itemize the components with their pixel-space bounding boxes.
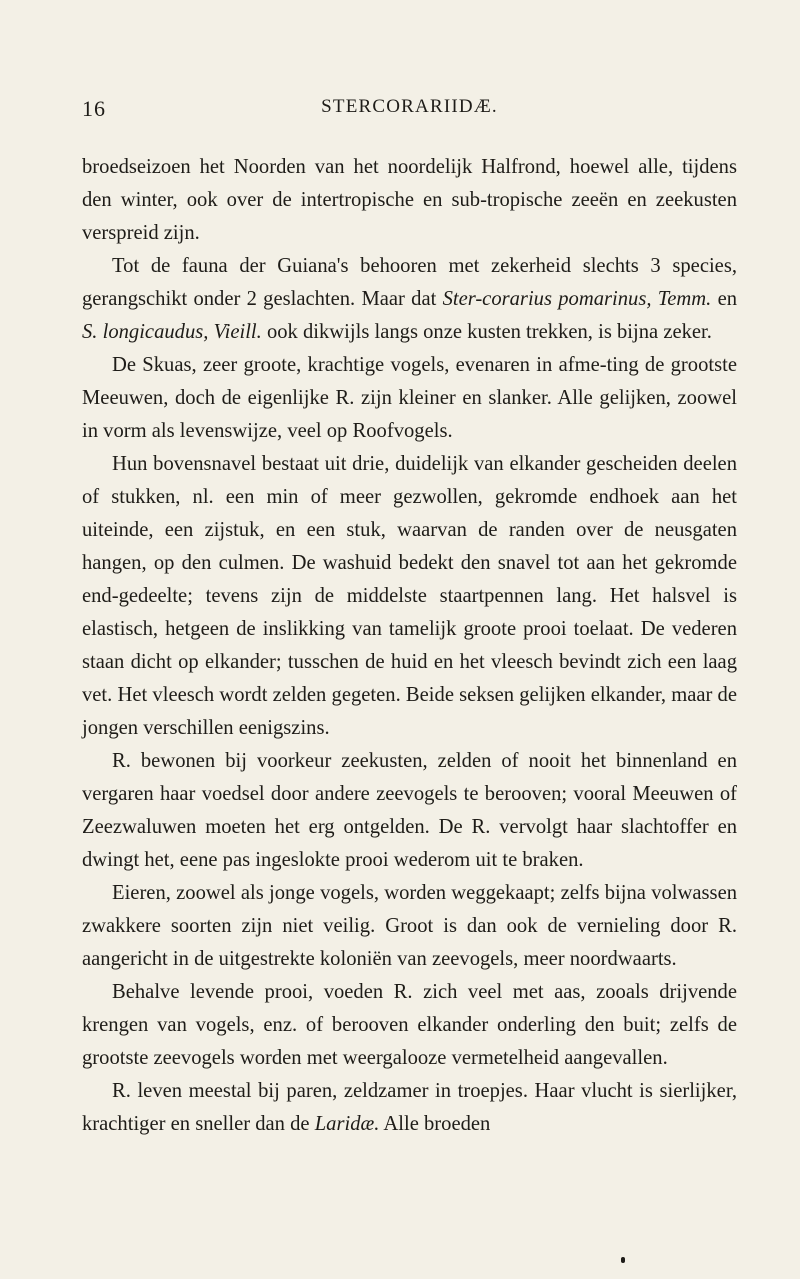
body-text: [82, 151, 737, 1141]
text-run: R. leven meestal bij paren, zeldzamer in troepjes. Haar vlucht is sierlijker, krachtiger en sneller dan de: [82, 1080, 737, 1135]
italic-text: Ster-corarius pomarinus, Temm.: [442, 288, 712, 310]
text-run: Hun bovensnavel bestaat uit drie, duidelijk van elkander gescheiden deelen of stukken, nl. een min of meer gezwollen, gekromde endhoek aan het uiteinde, een zijstuk, en een stuk, waarvan de randen over de neusgaten hangen, op den culmen. De washuid bedekt den snavel tot aan het gekromde end-gedeelte; tevens zijn de middelste staartpennen lang. Het halsvel is elastisch, hetgeen de inslikking van tamelijk groote prooi toelaat. De vederen staan dicht op elkander; tusschen de huid en het vleesch bevindt zich een laag vet. Het vleesch wordt zelden gegeten. Beide seksen gelijken elkander, maar de jongen verschillen eenigszins.: [82, 453, 737, 739]
paragraph: [82, 250, 737, 349]
italic-text: S. longicaudus, Vieill.: [82, 321, 262, 343]
text-run: Tot de fauna der Guiana's behooren met zekerheid slechts 3 species, gerangschikt onder 2 geslachten. Maar dat: [82, 255, 737, 310]
page-header: [82, 96, 737, 120]
text-run: Behalve levende prooi, voeden R. zich veel met aas, zooals drijvende krengen van vogels, enz. of berooven elkander onderling den buit; zelfs de grootste zeevogels worden met weergalooze vermetelheid aangevallen.: [82, 981, 737, 1069]
paragraph: [82, 1075, 737, 1141]
paragraph: [82, 151, 737, 250]
paragraph: [82, 448, 737, 745]
paragraph: [82, 745, 737, 877]
italic-text: Laridæ.: [314, 1113, 380, 1135]
printing-speck: [621, 1257, 625, 1263]
text-run: broedseizoen het Noorden van het noordelijk Halfrond, hoewel alle, tijdens den winter, ook over de intertropische en sub-tropische zeeën en zeekusten verspreid zijn.: [82, 156, 737, 244]
paragraph: [82, 877, 737, 976]
running-title: STERCORARIIDÆ.: [321, 96, 498, 117]
text-run: Alle broeden: [379, 1113, 491, 1135]
text-run: ook dikwijls langs onze kusten trekken, is bijna zeker.: [261, 321, 712, 343]
page-number: 16: [82, 96, 106, 121]
paragraph: [82, 349, 737, 448]
paragraph: [82, 976, 737, 1075]
text-run: R. bewonen bij voorkeur zeekusten, zelden of nooit het binnenland en vergaren haar voedsel door andere zeevogels te berooven; vooral Meeuwen of Zeezwaluwen moeten het erg ontgelden. De R. vervolgt haar slachtoffer en dwingt het, eene pas ingeslokte prooi wederom uit te braken.: [82, 750, 737, 871]
text-run: Eieren, zoowel als jonge vogels, worden weggekaapt; zelfs bijna volwassen zwakkere soorten zijn niet veilig. Groot is dan ook de vernieling door R. aangericht in de uitgestrekte koloniën van zeevogels, meer noordwaarts.: [82, 882, 737, 970]
text-run: en: [711, 288, 738, 310]
text-run: De Skuas, zeer groote, krachtige vogels, evenaren in afme-ting de grootste Meeuwen, doch de eigenlijke R. zijn kleiner en slanker. Alle gelijken, zoowel in vorm als levenswijze, veel op Roofvogels.: [82, 354, 737, 442]
